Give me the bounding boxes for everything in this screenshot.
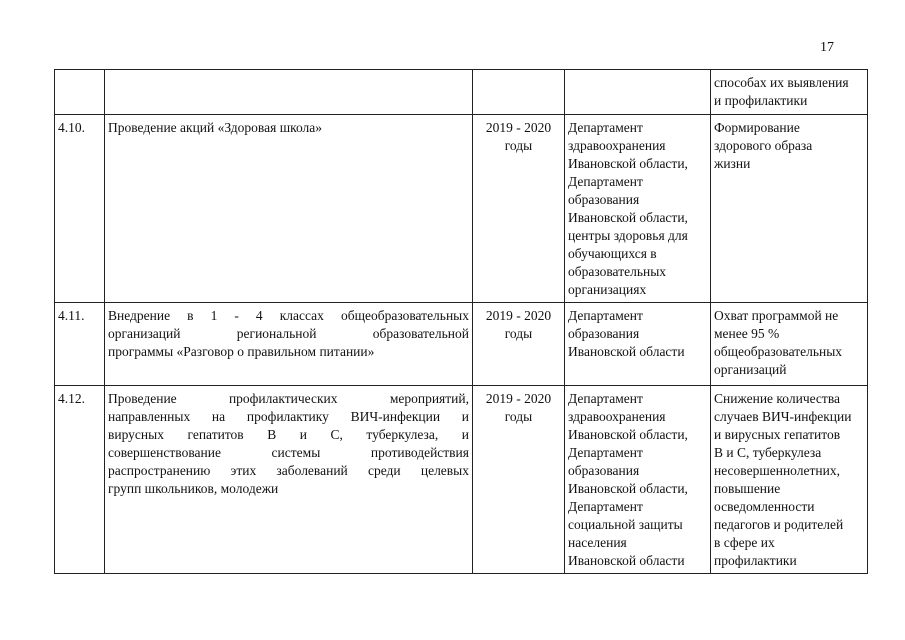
executor-line: Департамент <box>568 174 643 189</box>
period-line: годы <box>504 326 533 341</box>
executor-line: Ивановской области, <box>568 427 688 442</box>
result-line: Формирование <box>714 120 800 135</box>
executor-line: образования <box>568 463 640 478</box>
cell-result <box>711 386 868 574</box>
name-line: организаций региональной образовательной <box>108 326 469 341</box>
table-row <box>55 386 868 574</box>
cell-period <box>473 303 565 386</box>
executor-line: обучающихся в <box>568 246 657 261</box>
executor-line: Департамент <box>568 391 643 406</box>
cell-num: 4.11. <box>55 303 105 386</box>
cell-num: 4.12. <box>55 386 105 574</box>
measures-table <box>54 69 868 574</box>
executor-line: населения <box>568 535 627 550</box>
name-line: направленных на профилактику ВИЧ-инфекции и <box>108 409 469 424</box>
period-line: годы <box>504 138 533 153</box>
cell-num <box>55 70 105 115</box>
executor-line: Департамент <box>568 308 643 323</box>
cell-period <box>473 70 565 115</box>
cell-period <box>473 386 565 574</box>
cell-period <box>473 115 565 303</box>
result-line: повышение <box>714 481 781 496</box>
cell-name <box>105 70 473 115</box>
result-line: Охват программой не <box>714 308 839 323</box>
period-line: 2019 - 2020 <box>485 120 552 135</box>
executor-line: Ивановской области, <box>568 156 688 171</box>
executor-line: здравоохранения <box>568 409 666 424</box>
cell-executor <box>565 303 711 386</box>
name-line: распространению этих заболеваний среди целевых <box>108 463 469 478</box>
period-line: 2019 - 2020 <box>485 391 552 406</box>
executor-line: образования <box>568 192 640 207</box>
result-line: В и С, туберкулеза <box>714 445 822 460</box>
result-line: осведомленности <box>714 499 815 514</box>
cell-executor <box>565 70 711 115</box>
table-row-continuation <box>55 70 868 115</box>
name-line: Проведение акций «Здоровая школа» <box>108 120 323 135</box>
result-line: здорового образа <box>714 138 813 153</box>
executor-line: Департамент <box>568 445 643 460</box>
executor-line: здравоохранения <box>568 138 666 153</box>
result-line: менее 95 % <box>714 326 780 341</box>
executor-line: Ивановской области, <box>568 481 688 496</box>
cell-result <box>711 70 868 115</box>
name-line: Внедрение в 1 - 4 классах общеобразовательных <box>108 308 469 323</box>
result-line: случаев ВИЧ-инфекции <box>714 409 852 424</box>
result-line: в сфере их <box>714 535 775 550</box>
cell-name <box>105 115 473 303</box>
result-line: педагогов и родителей <box>714 517 844 532</box>
cell-executor <box>565 386 711 574</box>
period-line: годы <box>504 409 533 424</box>
table-row <box>55 115 868 303</box>
result-line: и профилактики <box>714 93 808 108</box>
cell-name <box>105 303 473 386</box>
table-row <box>55 303 868 386</box>
cell-num: 4.10. <box>55 115 105 303</box>
executor-line: Ивановской области <box>568 553 685 568</box>
executor-line: образовательных <box>568 264 667 279</box>
page-number: 17 <box>820 40 834 55</box>
result-line: общеобразовательных <box>714 344 843 359</box>
cell-name <box>105 386 473 574</box>
executor-line: образования <box>568 326 640 341</box>
executor-line: Ивановской области <box>568 344 685 359</box>
result-line: жизни <box>714 156 751 171</box>
result-line: профилактики <box>714 553 797 568</box>
name-line: совершенствование системы противодействия <box>108 445 469 460</box>
cell-result <box>711 115 868 303</box>
name-line: Проведение профилактических мероприятий, <box>108 391 469 406</box>
period-line: 2019 - 2020 <box>485 308 552 323</box>
executor-line: Департамент <box>568 499 643 514</box>
executor-line: Департамент <box>568 120 643 135</box>
result-line: и вирусных гепатитов <box>714 427 841 442</box>
executor-line: социальной защиты <box>568 517 683 532</box>
result-line: организаций <box>714 362 787 377</box>
cell-result <box>711 303 868 386</box>
name-line: программы «Разговор о правильном питании» <box>108 344 375 359</box>
result-line: несовершеннолетних, <box>714 463 840 478</box>
executor-line: организациях <box>568 282 647 297</box>
executor-line: Ивановской области, <box>568 210 688 225</box>
result-line: Снижение количества <box>714 391 841 406</box>
name-line: групп школьников, молодежи <box>108 481 279 496</box>
executor-line: центры здоровья для <box>568 228 688 243</box>
name-line: вирусных гепатитов В и С, туберкулеза, и <box>108 427 469 442</box>
cell-executor <box>565 115 711 303</box>
result-line: способах их выявления <box>714 75 849 90</box>
